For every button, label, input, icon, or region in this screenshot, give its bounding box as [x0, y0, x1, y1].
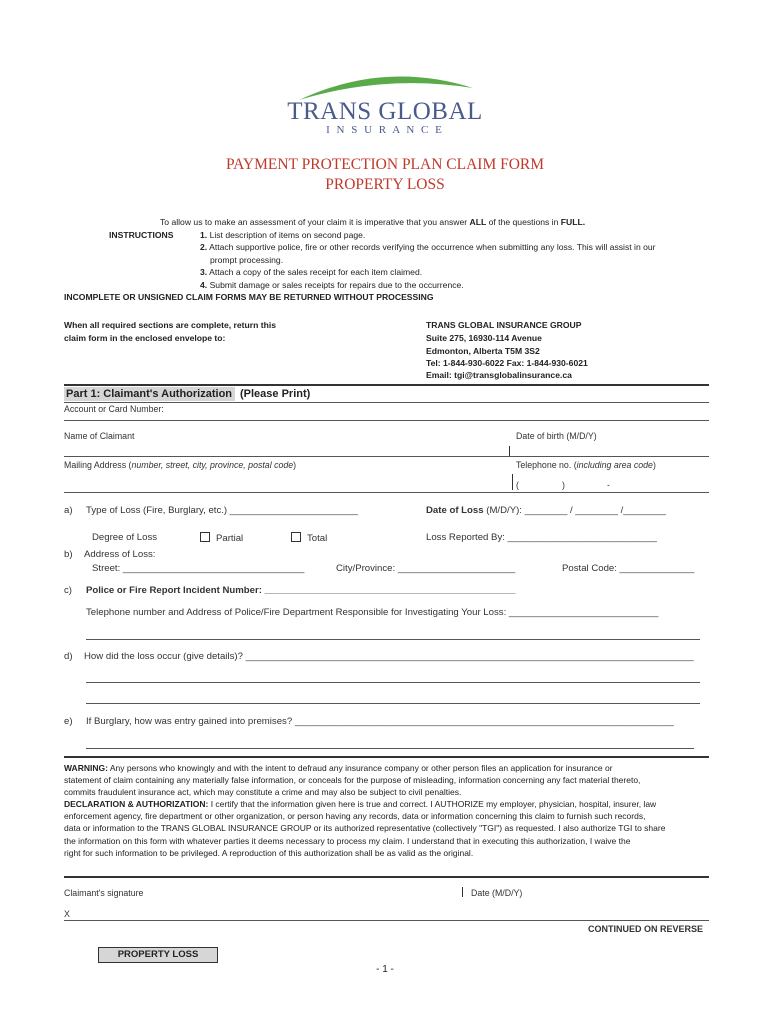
street-field[interactable]: Street: __________________________________ [92, 563, 305, 574]
warning-paragraph: WARNING: Any persons who knowingly and with the intent to defraud any insurance company or other person files an application for insurance or statement of claim containing any materially false information, or conceals for the purpose of misleading, information concerning any fact material thereto, commits fraudulent insurance act, which may constitute a crime and may also be subject to civil penalties. [64, 763, 641, 798]
address-of-loss-label: Address of Loss: [84, 549, 156, 560]
loss-reported-by-field[interactable]: Loss Reported By: ____________________________ [426, 532, 657, 543]
loss-details-line-2[interactable] [86, 682, 700, 683]
declaration-paragraph: DECLARATION & AUTHORIZATION: I certify that the information given here is true and correct. I AUTHORIZE my employer, physician, hospital, insurer, law enforcement agency, fire department or other organization, or person having any records, data or information concerning this claim to furnish such records, data or information to the TRANS GLOBAL INSURANCE GROUP or its authorized representative (collectively "TGI") as requested. I also authorize TGI to share the information on this form with whatever parties it deems necessary to process my claim. I understand that in executing this authorization, I waive the right for such information to be privileged. A reproduction of this authorization shall be as valid as the original. [64, 799, 666, 858]
return-line-1: When all required sections are complete, return this [64, 320, 277, 330]
question-c-letter: c) [64, 585, 72, 596]
degree-of-loss-label: Degree of Loss [92, 532, 158, 543]
question-d-letter: d) [64, 651, 73, 662]
signature-label: Claimant's signature [64, 888, 144, 898]
instructions-label: INSTRUCTIONS [109, 230, 174, 240]
dob-label: Date of birth (M/D/Y) [516, 431, 597, 441]
total-checkbox-box[interactable] [291, 532, 301, 542]
continued-on-reverse: CONTINUED ON REVERSE [588, 924, 704, 934]
account-number-label: Account or Card Number: [64, 404, 164, 414]
signature-x[interactable]: X [64, 909, 70, 919]
form-title: PAYMENT PROTECTION PLAN CLAIM FORM [225, 156, 545, 173]
incomplete-warning: INCOMPLETE OR UNSIGNED CLAIM FORMS MAY BE RETURNED WITHOUT PROCESSING [64, 292, 434, 302]
police-dept-field[interactable]: Telephone number and Address of Police/Fire Department Responsible for Investigating Your Loss: ____________________________ [86, 607, 659, 618]
instruction-item-2: 2. Attach supportive police, fire or other records verifying the occurrence when submitting any loss. This will assist in our [200, 242, 656, 252]
type-of-loss-field[interactable]: Type of Loss (Fire, Burglary, etc.) ________________________ [86, 505, 358, 516]
return-line-2: claim form in the enclosed envelope to: [64, 333, 226, 343]
date-of-loss-field[interactable]: Date of Loss (M/D/Y): ________ / ________ /________ [426, 505, 666, 516]
address-city: Edmonton, Alberta T5M 3S2 [426, 346, 540, 356]
part1-header [64, 384, 709, 403]
entry-gained-field[interactable]: If Burglary, how was entry gained into premises? _______________________________________________________________________ [86, 716, 674, 727]
telephone-label: Telephone no. (including area code) [516, 460, 656, 470]
instruction-item-3: 3. Attach a copy of the sales receipt for each item claimed. [200, 267, 423, 277]
form-subtitle: PROPERTY LOSS [325, 176, 445, 193]
logo-name: TRANS GLOBAL [287, 98, 483, 125]
question-e-letter: e) [64, 716, 73, 727]
signature-date-label: Date (M/D/Y) [471, 888, 523, 898]
instruction-item-2-cont: prompt processing. [210, 255, 284, 265]
instructions-intro: To allow us to make an assessment of your claim it is imperative that you answer ALL of the questions in FULL. [160, 217, 586, 227]
incident-number-field[interactable]: Police or Fire Report Incident Number: _______________________________________________ [86, 585, 516, 596]
part1-subtitle: (Please Print) [240, 388, 311, 400]
loss-details-line-3[interactable] [86, 703, 700, 704]
page-number: - 1 - [376, 964, 394, 975]
claimant-name-label: Name of Claimant [64, 431, 135, 441]
logo-subtitle: I N S U R A N C E [326, 124, 444, 136]
entry-gained-line-2[interactable] [86, 748, 694, 749]
phone-area-open: ( [516, 480, 519, 490]
property-loss-badge: PROPERTY LOSS [98, 947, 218, 963]
total-checkbox[interactable]: Total [291, 532, 327, 544]
partial-checkbox-box[interactable] [200, 532, 210, 542]
question-b-letter: b) [64, 549, 73, 560]
loss-details-field[interactable]: How did the loss occur (give details)? ____________________________________________________________________________________ [84, 651, 694, 662]
address-email: Email: tgi@transglobalinsurance.ca [426, 370, 572, 380]
address-phone: Tel: 1-844-930-6022 Fax: 1-844-930-6021 [426, 358, 588, 368]
phone-area-close: ) [562, 480, 565, 490]
phone-dash: - [607, 480, 610, 490]
instruction-item-1: 1. List description of items on second page. [200, 230, 366, 240]
question-a-letter: a) [64, 505, 73, 516]
address-company: TRANS GLOBAL INSURANCE GROUP [426, 320, 582, 330]
city-province-field[interactable]: City/Province: ______________________ [336, 563, 516, 574]
part1-title: Part 1: Claimant's Authorization [64, 387, 235, 401]
partial-checkbox[interactable]: Partial [200, 532, 243, 544]
instruction-item-4: 4. Submit damage or sales receipts for repairs due to the occurrence. [200, 280, 464, 290]
mailing-address-label: Mailing Address (number, street, city, province, postal code) [64, 460, 297, 470]
postal-code-field[interactable]: Postal Code: ______________ [562, 563, 695, 574]
address-suite: Suite 275, 16930-114 Avenue [426, 333, 542, 343]
police-dept-line[interactable] [86, 639, 700, 640]
